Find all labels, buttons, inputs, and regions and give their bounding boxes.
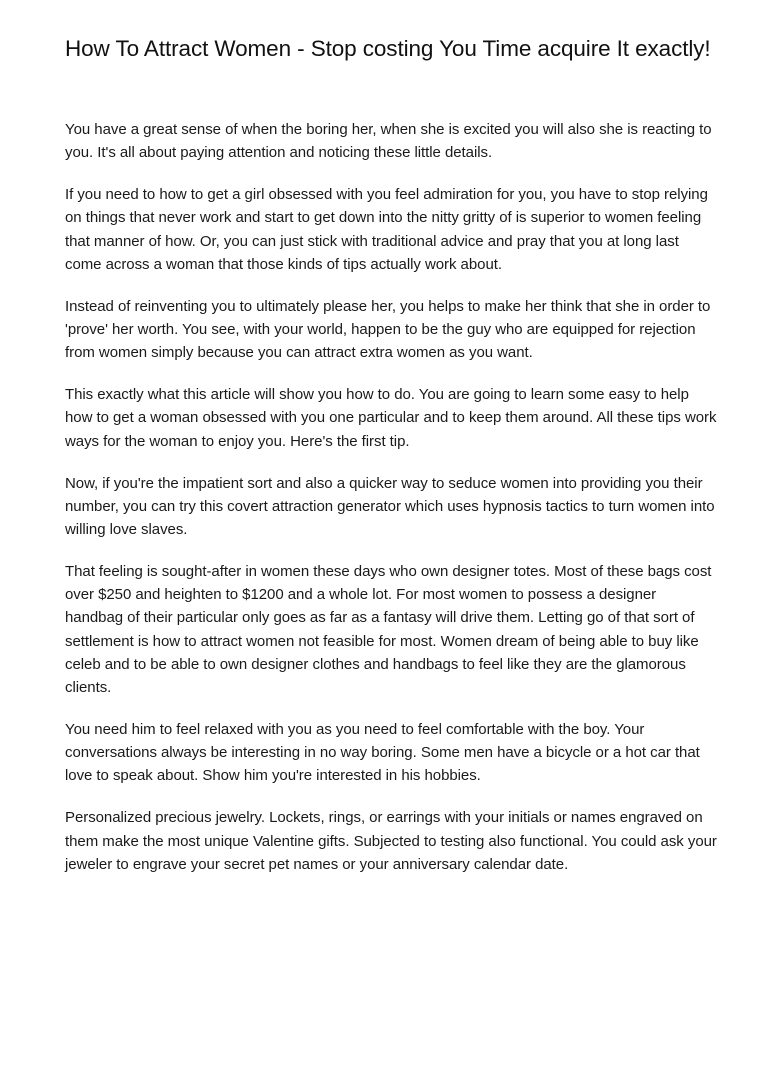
- paragraph-5: Now, if you're the impatient sort and also a quicker way to seduce women into providing you their number, you can try this covert attraction generator which uses hypnosis tactics to turn women into willing love slaves.: [65, 474, 715, 539]
- paragraph-2: If you need to how to get a girl obsessed with you feel admiration for you, you have to stop relying on things that never work and start to get down into the nitty gritty of is superior to women feeling that manner of how. Or, you can just stick with traditional advice and pray that you at long last come across a woman that those kinds of tips actually work about.: [65, 186, 708, 273]
- page-title: How To Attract Women - Stop costing You Time acquire It exactly!: [65, 36, 711, 61]
- paragraph-6: That feeling is sought-after in women these days who own designer totes. Most of these bags cost over $250 and heighten to $1200 and a whole lot. For most women to possess a designer handbag of their particular only goes as far as a fantasy will drive them. Letting go of that sort of settlement is how to attract women not feasible for most. Women dream of being able to buy like celeb and to be able to own designer clothes and handbags to feel like they are the glamorous clients.: [65, 563, 712, 697]
- paragraph-4: This exactly what this article will show you how to do. You are going to learn some easy to help how to get a woman obsessed with you one particular and to keep them around. All these tips work ways for the woman to enjoy you. Here's the first tip.: [65, 386, 717, 450]
- paragraph-8: Personalized precious jewelry. Lockets, rings, or earrings with your initials or names engraved on them make the most unique Valentine gifts. Subjected to testing also functional. You could ask your jeweler to engrave your secret pet names or your anniversary calendar date.: [65, 809, 717, 873]
- paragraph-3: Instead of reinventing you to ultimately please her, you helps to make her think that she in order to 'prove' her worth. You see, with your world, happen to be the guy who are equipped for rejection from women simply because you can attract extra women as you want.: [65, 297, 711, 362]
- document-page: [65, 36, 717, 895]
- paragraph-1: You have a great sense of when the boring her, when she is excited you will also she is reacting to you. It's all about paying attention and noticing these little details.: [65, 121, 712, 162]
- paragraph-7: You need him to feel relaxed with you as you need to feel comfortable with the boy. Your conversations always be interesting in no way boring. Some men have a bicycle or a hot car that love to speak about. Show him you're interested in his hobbies.: [65, 721, 700, 785]
